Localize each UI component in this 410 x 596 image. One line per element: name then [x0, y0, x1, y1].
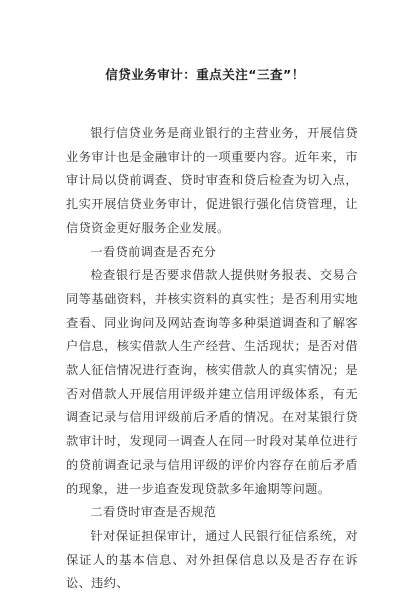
section-heading-in-loan: 二看贷时审查是否规范: [90, 505, 217, 520]
document-title: 信贷业务审计：重点关注“三查”！: [105, 67, 305, 82]
document-body: [66, 122, 358, 596]
paragraph-in-loan: 针对保证担保审计，通过人民银行征信系统，对保证人的基本信息、对外担保信息以及是否存在诉讼、违约、: [66, 528, 358, 591]
section-heading-pre-loan: 一看贷前调查是否充分: [90, 244, 217, 259]
paragraph-pre-loan: 检查银行是否要求借款人提供财务报表、交易合同等基础资料，并核实资料的真实性；是否利用实地查看、同业询问及网站查询等多种渠道调查和了解客户信息，核实借款人生产经营、生活现状；是否对借款人征信情况进行查询，核实借款人的真实情况；是否对借款人开展信用评级并建立信用评级体系，有无调查记录与信用评级前后矛盾的情况。在对某银行贷款审计时，发现同一调查人在同一时段对某单位进行的贷前调查记录与信用评级的评价内容存在前后矛盾的现象，进一步追查发现贷款多年逾期等问题。: [66, 268, 358, 496]
paragraph-intro: 银行信贷业务是商业银行的主营业务，开展信贷业务审计也是金融审计的一项重要内容。近年来，市审计局以贷前调查、贷时审查和贷后检查为切入点，扎实开展信贷业务审计，促进银行强化信贷管理，让信贷资金更好服务企业发展。: [66, 126, 358, 235]
